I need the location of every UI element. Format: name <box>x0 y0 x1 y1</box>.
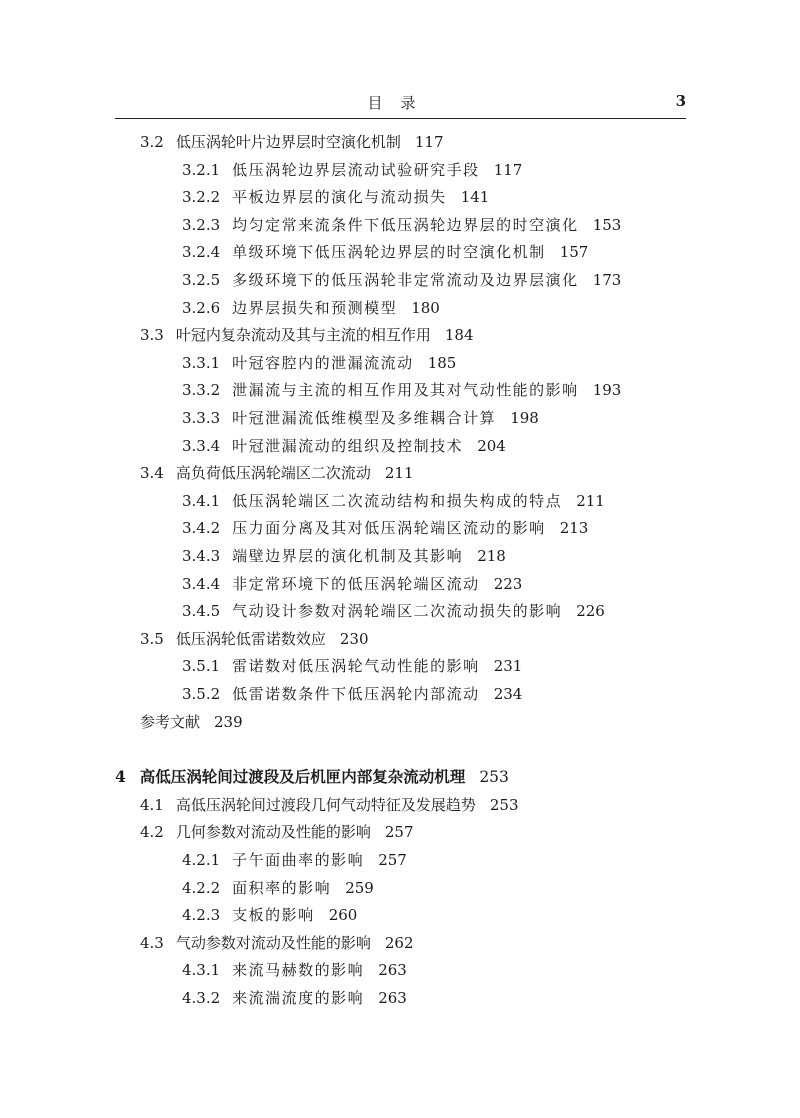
toc-entry-title: 雷诺数对低压涡轮气动性能的影响 <box>232 657 480 676</box>
header-title: 目录 <box>367 94 434 112</box>
toc-entry-page: 193 <box>592 381 622 400</box>
toc-entry <box>182 959 407 981</box>
toc-entry-title: 低雷诺数条件下低压涡轮内部流动 <box>232 685 480 703</box>
toc-entry-number: 3.3.4 <box>182 436 221 455</box>
toc-entry-title: 多级环境下的低压涡轮非定常流动及边界层演化 <box>232 271 579 289</box>
toc-entry-title: 低压涡轮端区二次流动结构和损失构成的特点 <box>232 491 563 510</box>
toc-entry <box>182 186 489 208</box>
toc-entry-title: 压力面分离及其对低压涡轮端区流动的影响 <box>232 519 546 538</box>
toc-entry-number: 3.2.5 <box>182 271 221 289</box>
toc-entry <box>182 159 522 181</box>
toc-entry-number: 3.4.2 <box>182 519 221 538</box>
toc-entry-page: 204 <box>477 436 506 455</box>
toc-entry-page: 223 <box>493 574 523 593</box>
toc-entry-number: 4.2.2 <box>182 878 221 897</box>
toc-entry-page: 259 <box>345 878 374 897</box>
toc-entry-number: 3.4.5 <box>182 602 221 621</box>
toc-entry-page: 211 <box>384 464 414 483</box>
toc-entry-title: 来流马赫数的影响 <box>232 961 365 980</box>
toc-entry-page: 157 <box>559 243 589 262</box>
toc-entry-number: 4.1 <box>140 795 164 814</box>
toc-entry <box>182 683 522 705</box>
toc-entry <box>182 849 407 871</box>
toc-entry-title: 高低压涡轮间过渡段几何气动特征及发展趋势 <box>175 795 476 814</box>
toc-entry-number: 4 <box>115 767 126 787</box>
toc-entry-number: 3.4 <box>140 464 164 483</box>
toc-entry-page: 253 <box>479 768 509 787</box>
toc-entry-number: 4.3.1 <box>182 961 221 980</box>
toc-entry-page: 185 <box>427 353 457 372</box>
toc-entry-number: 3.4.4 <box>182 574 221 593</box>
toc-entry-title: 高低压涡轮间过渡段及后机匣内部复杂流动机理 <box>139 767 466 787</box>
toc-entry <box>182 297 440 319</box>
toc-entry <box>182 545 506 567</box>
toc-entry-number: 3.2.3 <box>182 215 221 234</box>
toc-entry-title: 边界层损失和预测模型 <box>232 298 398 317</box>
toc-entry-page: 218 <box>477 547 506 565</box>
toc-entry-number: 4.2.3 <box>182 906 221 925</box>
toc-entry-page: 257 <box>384 823 414 842</box>
toc-entry-number: 3.5 <box>140 629 164 648</box>
toc-entry-number: 4.2 <box>140 823 164 842</box>
toc-entry-number: 3.2.6 <box>182 298 221 317</box>
toc-entry-title: 子午面曲率的影响 <box>232 851 365 869</box>
toc-entry <box>182 352 456 374</box>
toc-entry <box>140 821 414 843</box>
toc-entry <box>182 600 605 622</box>
header-rule <box>115 118 686 119</box>
toc-entry-page: 141 <box>460 188 490 207</box>
toc-entry <box>182 241 588 263</box>
toc-entry <box>182 877 374 899</box>
toc-entry-number: 3.2.2 <box>182 188 221 207</box>
toc-entry <box>182 214 621 236</box>
toc-entry-title: 高负荷低压涡轮端区二次流动 <box>175 464 371 483</box>
toc-entry <box>182 407 539 429</box>
toc-entry-page: 117 <box>493 160 523 179</box>
toc-entry <box>182 904 357 926</box>
toc-entry-title: 叶冠泄漏流低维模型及多维耦合计算 <box>232 409 497 427</box>
toc-entry <box>140 794 519 816</box>
toc-entry-number: 3.2 <box>140 133 164 151</box>
toc-entry <box>140 131 444 153</box>
toc-entry-title: 均匀定常来流条件下低压涡轮边界层的时空演化 <box>232 215 579 234</box>
toc-entry <box>182 517 588 539</box>
toc-entry-page: 231 <box>493 657 523 676</box>
toc-entry-title: 气动参数对流动及性能的影响 <box>175 933 371 952</box>
toc-entry-title: 低压涡轮叶片边界层时空演化机制 <box>175 133 401 151</box>
toc-entry-title: 来流湍流度的影响 <box>232 989 365 1007</box>
toc-entry-number: 3.5.1 <box>182 657 221 676</box>
toc-entry-number: 4.2.1 <box>182 851 221 869</box>
toc-entry-number: 3.4.1 <box>182 491 221 510</box>
toc-entry-page: 257 <box>378 851 407 869</box>
toc-entry-page: 263 <box>378 961 407 980</box>
toc-entry-title: 平板边界层的演化与流动损失 <box>232 188 447 207</box>
toc-entry-page: 262 <box>384 933 414 952</box>
toc-entry-page: 234 <box>493 685 523 703</box>
toc-entry <box>182 379 621 401</box>
toc-entry-title: 端壁边界层的演化机制及其影响 <box>232 547 464 565</box>
toc-entry-page: 260 <box>328 906 358 925</box>
toc-entry-title: 单级环境下低压涡轮边界层的时空演化机制 <box>232 243 546 262</box>
toc-entry-title: 几何参数对流动及性能的影响 <box>175 823 371 842</box>
toc-entry-page: 211 <box>576 491 605 510</box>
toc-entry <box>182 655 522 677</box>
toc-entry-title: 泄漏流与主流的相互作用及其对气动性能的影响 <box>232 381 579 400</box>
toc-entry <box>140 628 369 650</box>
toc-entry <box>182 490 605 512</box>
toc-entry <box>140 711 243 733</box>
toc-entry-title: 叶冠泄漏流动的组织及控制技术 <box>232 436 464 455</box>
toc-entry-page: 153 <box>592 215 622 234</box>
page-number: 3 <box>675 92 686 110</box>
toc-entry-number: 3.3.1 <box>182 353 221 372</box>
toc-entry-number: 3.2.1 <box>182 160 221 179</box>
toc-entry <box>140 324 474 346</box>
toc-entry-number: 3.3.2 <box>182 381 221 400</box>
running-header <box>115 92 686 114</box>
toc-entry-page: 198 <box>510 409 539 427</box>
toc-entry-page: 173 <box>592 271 622 289</box>
toc-entry-title: 气动设计参数对涡轮端区二次流动损失的影响 <box>232 602 563 621</box>
toc-entry <box>182 987 407 1009</box>
toc-entry <box>140 462 414 484</box>
toc-entry-number: 4.3.2 <box>182 989 221 1007</box>
toc-entry-title: 支板的影响 <box>232 906 315 925</box>
toc-entry <box>182 435 506 457</box>
toc-entry-title: 非定常环境下的低压涡轮端区流动 <box>232 574 480 593</box>
toc-entry <box>182 573 522 595</box>
toc-entry-number: 3.2.4 <box>182 243 221 262</box>
toc-entry-number: 3.5.2 <box>182 685 221 703</box>
toc-entry <box>182 269 621 291</box>
toc-entry-page: 213 <box>559 519 589 538</box>
toc-entry-number: 3.4.3 <box>182 547 221 565</box>
toc-entry-title: 低压涡轮低雷诺数效应 <box>175 629 326 648</box>
toc-entry <box>140 932 414 954</box>
toc-entry-title: 面积率的影响 <box>232 878 332 897</box>
toc-entry-page: 230 <box>339 629 369 648</box>
toc-entry-page: 184 <box>444 326 474 345</box>
toc-entry-title: 叶冠内复杂流动及其与主流的相互作用 <box>175 326 431 345</box>
toc-entry-title: 叶冠容腔内的泄漏流流动 <box>232 353 414 372</box>
toc-entry-page: 263 <box>378 989 407 1007</box>
toc-entry-number: 4.3 <box>140 933 164 952</box>
toc-entry-title: 低压涡轮边界层流动试验研究手段 <box>232 160 480 179</box>
toc-entry-page: 117 <box>414 133 444 151</box>
toc-entry-page: 226 <box>576 602 605 621</box>
toc-entry-page: 253 <box>489 795 519 814</box>
toc-entry-number: 3.3 <box>140 326 164 345</box>
toc-entry-page: 180 <box>411 298 440 317</box>
toc-entry-page: 239 <box>214 712 243 731</box>
toc-entry <box>115 766 509 788</box>
toc-entry-title: 参考文献 <box>140 712 201 731</box>
toc-entry-number: 3.3.3 <box>182 409 221 427</box>
